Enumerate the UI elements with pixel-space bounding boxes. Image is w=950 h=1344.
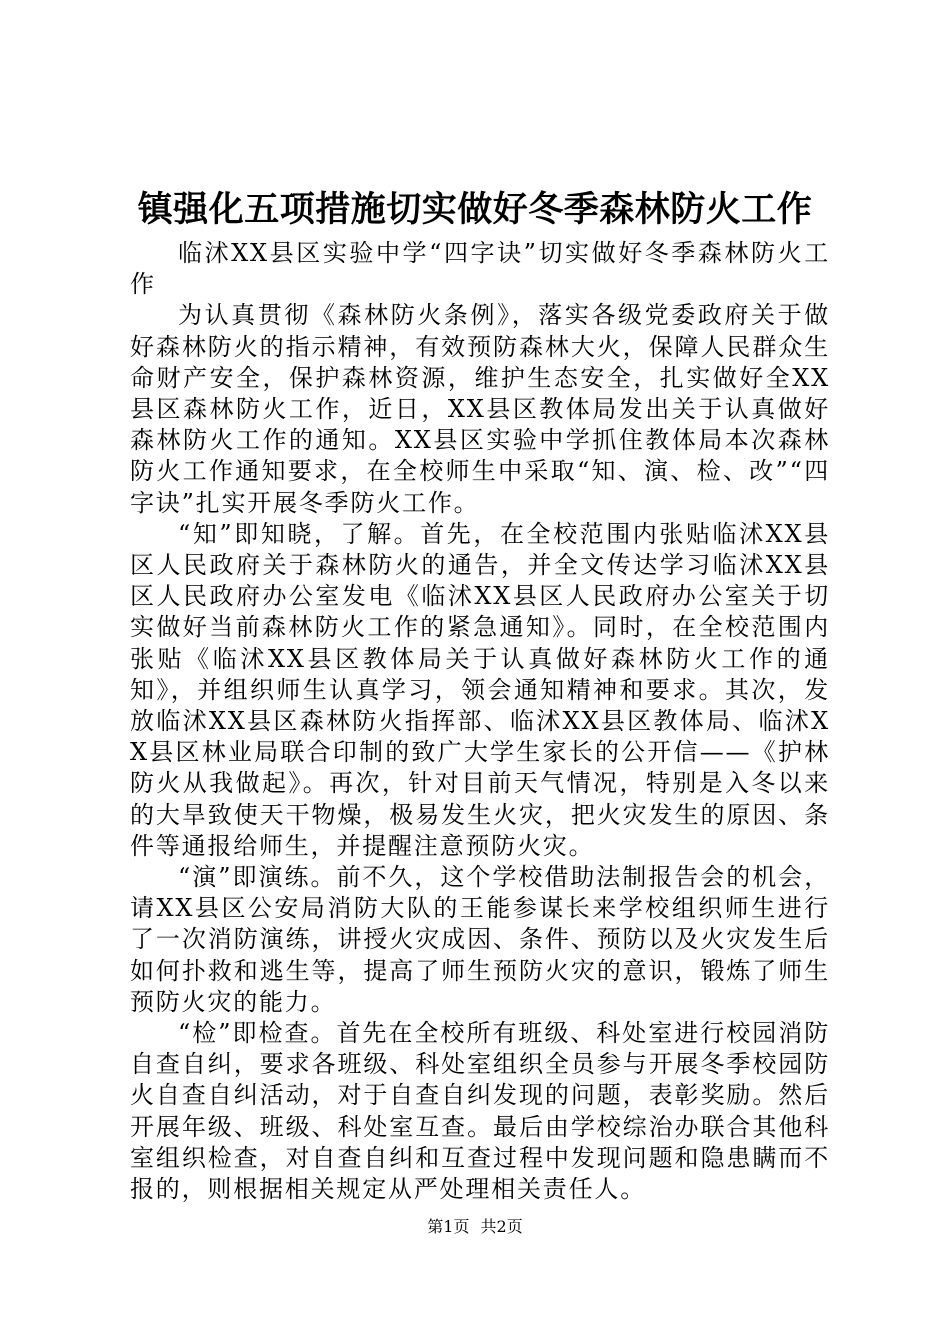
paragraph-inspect: “检”即检查。首先在全校所有班级、科处室进行校园消防自查自纠，要求各班级、科处室组织全员参与开展冬季校园防火自查自纠活动，对于自查自纠发现的问题，表彰奖励。然后开展年级、班级、科处室互查。最后由学校综治办联合其他科室组织检查，对自查自纠和互查过程中发现问题和隐患瞒而不报的，则根据相关规定从严处理相关责任人。	[130, 1019, 830, 1204]
page-footer	[0, 1215, 950, 1239]
paragraph-intro: 为认真贯彻《森林防火条例》，落实各级党委政府关于做好森林防火的指示精神，有效预防森林大火，保障人民群众生命财产安全，保护森林资源，维护生态安全，扎实做好全XX县区森林防火工作，近日，XX县区教体局发出关于认真做好森林防火工作的通知。XX县区实验中学抓住教体局本次森林防火工作通知要求，在全校师生中采取“知、演、检、改”“四字诀”扎实开展冬季防火工作。	[130, 301, 830, 517]
page-total: 共2页	[480, 1217, 523, 1236]
paragraph-subtitle: 临沭XX县区实验中学“四字诀”切实做好冬季森林防火工作	[130, 239, 830, 299]
document-body	[130, 238, 830, 1205]
paragraph-know: “知”即知晓，了解。首先，在全校范围内张贴临沭XX县区人民政府关于森林防火的通告，并全文传达学习临沭XX县区人民政府办公室发电《临沭XX县区人民政府办公室关于切实做好当前森林防火工作的紧急通知》。同时，在全校范围内张贴《临沭XX县区教体局关于认真做好森林防火工作的通知》，并组织师生认真学习，领会通知精神和要求。其次，发放临沭XX县区森林防火指挥部、临沭XX县区教体局、临沭XX县区林业局联合印制的致广大学生家长的公开信——《护林防火从我做起》。再次，针对目前天气情况，特别是入冬以来的大旱致使天干物燥，极易发生火灾，把火灾发生的原因、条件等通报给师生，并提醒注意预防火灾。	[130, 519, 830, 860]
paragraph-drill: “演”即演练。前不久，这个学校借助法制报告会的机会，请XX县区公安局消防大队的王能参谋长来学校组织师生进行了一次消防演练，讲授火灾成因、条件、预防以及火灾发生后如何扑救和逃生等，提高了师生预防火灾的意识，锻炼了师生预防火灾的能力。	[130, 863, 830, 1016]
document-title: 镇强化五项措施切实做好冬季森林防火工作	[137, 190, 813, 230]
page-number: 第1页	[427, 1217, 470, 1236]
